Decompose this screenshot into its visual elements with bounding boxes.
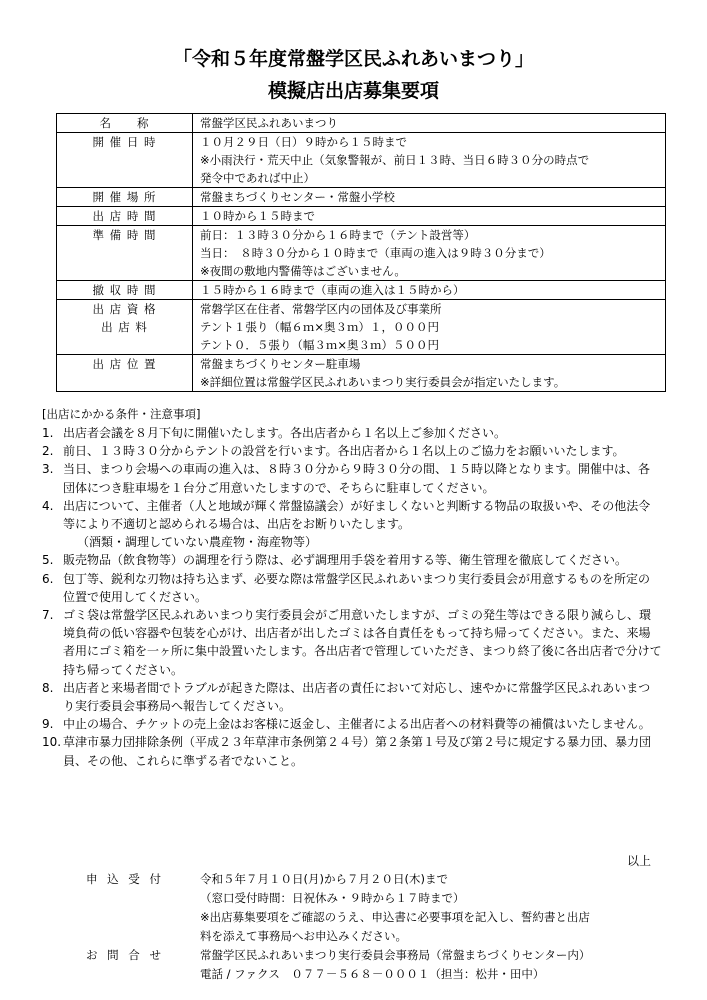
condition-number: 6. <box>42 571 54 586</box>
info-label <box>57 300 193 355</box>
info-value <box>193 133 666 188</box>
closing-mark: 以上 <box>626 854 651 868</box>
info-row <box>57 133 666 188</box>
footer-line: 電話 / ファクス ０７７－５６８－０００１（担当：松井・田中） <box>200 967 545 981</box>
footer-line: 料を添えて事務局へお申込みください。 <box>200 929 407 943</box>
condition-text: ゴミ袋は常盤学区民ふれあいまつり実行委員会がご用意いたしますが、ゴミの発生等はできる限り減らし、環境負荷の低い容器や包装を心がけ、出店者が出したゴミは各自責任をもって持ち帰ってください。また、来場者用にゴミ箱を一ヶ所に集中設置いたします。各出店者で管理していただき、まつり終了後に各出店者で分けて持ち帰ってください。 <box>63 608 662 677</box>
info-row <box>57 355 666 392</box>
info-value <box>193 300 666 355</box>
info-value-line: 前日：１３時３０分から１６時まで（テント設営等） <box>200 228 476 242</box>
info-label <box>57 226 193 281</box>
info-row <box>57 226 666 281</box>
footer-value <box>200 946 676 984</box>
condition-text: 出店について、主催者（人と地域が輝く常盤協議会）が好ましくないと判断する物品の取扱いや、その他法令等により不適切と認められる場合は、出店をお断りいたします。 <box>63 498 651 532</box>
conditions-heading: [出店にかかる条件・注意事項] <box>42 407 201 421</box>
footer-label: 申 込 受 付 <box>86 872 164 886</box>
info-row <box>57 114 666 133</box>
condition-number: 9. <box>42 717 54 732</box>
condition-item <box>42 497 662 552</box>
info-label-text: 出 店 位 置 <box>92 357 157 371</box>
condition-number: 2. <box>42 444 54 459</box>
info-value-line: テント０．５張り（幅３ｍ×奥３ｍ）５００円 <box>200 338 440 352</box>
condition-number: 3. <box>42 462 54 477</box>
condition-number: 7. <box>42 608 54 623</box>
condition-item <box>42 570 662 606</box>
info-value-line: 発令中であれば中止） <box>200 171 315 185</box>
condition-number: 10. <box>42 735 62 750</box>
info-value-line: ※小雨決行・荒天中止（気象警報が、前日１３時、当日６時３０分の時点で <box>200 153 590 167</box>
application-footer <box>86 870 676 984</box>
info-value-line: 常盤学区民ふれあいまつり <box>200 116 338 130</box>
footer-line: （窓口受付時間：日祝休み・９時から１７時まで） <box>200 891 465 905</box>
info-row <box>57 281 666 300</box>
condition-text: 草津市暴力団排除条例（平成２３年草津市条例第２４号）第２条第１号及び第２号に規定する暴力団、暴力団員、その他、これらに準ずる者でないこと。 <box>63 735 652 768</box>
footer-row <box>86 870 676 946</box>
footer-line: ※出店募集要項をご確認のうえ、申込書に必要事項を記入し、誓約書と出店 <box>200 910 590 924</box>
info-value-line: テント１張り（幅６ｍ×奥３ｍ）１，０００円 <box>200 320 440 334</box>
condition-number: 4. <box>42 498 54 513</box>
condition-item <box>42 679 662 715</box>
info-label-text: 準 備 時 間 <box>92 228 157 242</box>
condition-number: 5. <box>42 553 54 568</box>
info-value-line: １５時から１６時まで（車両の進入は１５時から） <box>200 283 465 297</box>
info-label-text: 撤 収 時 間 <box>92 283 157 297</box>
condition-text: 前日、１３時３０分からテントの設営を行います。各出店者から１名以上のご協力をお願いいたします。 <box>63 444 625 459</box>
info-value-line: ※詳細位置は常盤学区民ふれあいまつり実行委員会が指定いたします。 <box>200 375 566 389</box>
info-label <box>57 114 193 133</box>
info-value <box>193 114 666 133</box>
info-label <box>57 281 193 300</box>
footer-line: 令和５年７月１０日(月)から７月２０日(木)まで <box>200 872 448 886</box>
condition-item <box>42 551 662 569</box>
info-value <box>193 355 666 392</box>
info-row <box>57 188 666 207</box>
info-label <box>57 355 193 392</box>
info-label-text: 名 称 <box>99 116 150 130</box>
footer-row <box>86 946 676 984</box>
info-value-line: １０時から１５時まで <box>200 209 315 223</box>
info-value <box>193 281 666 300</box>
condition-item <box>42 442 662 460</box>
condition-note: （酒類・調理していない農産物・海産物等） <box>77 535 318 550</box>
info-value-line: 当日： ８時３０分から１０時まで（車両の進入は９時３０分まで） <box>200 246 551 260</box>
event-title: 「令和５年度常盤学区民ふれあいまつり」 <box>172 48 534 70</box>
footer-label: お 問 合 せ <box>86 948 164 962</box>
info-row <box>57 300 666 355</box>
info-value-line: １０月２９日（日）９時から１５時まで <box>200 135 407 149</box>
condition-item <box>42 715 662 733</box>
info-label-text: 出 店 資 格 <box>92 302 157 316</box>
info-value-line: ※夜間の敷地内警備等はございません。 <box>200 264 406 278</box>
condition-item <box>42 733 662 769</box>
condition-number: 8. <box>42 680 54 695</box>
condition-text: 出店者と来場者間でトラブルが起きた際は、出店者の責任において対応し、速やかに常盤学区民ふれあいまつり実行委員会事務局へ報告してください。 <box>63 680 651 714</box>
info-label-text: 出 店 時 間 <box>92 209 157 223</box>
info-value <box>193 188 666 207</box>
info-label <box>57 188 193 207</box>
info-value-line: 常盤まちづくりセンター駐車場 <box>200 357 361 371</box>
condition-text: 販売物品（飲食物等）の調理を行う際は、必ず調理用手袋を着用する等、衛生管理を徹底してください。 <box>63 553 628 568</box>
document-subtitle: 模擬店出店募集要項 <box>267 80 439 102</box>
info-row <box>57 207 666 226</box>
condition-text: 中止の場合、チケットの売上金はお客様に返金し、主催者による出店者への材料費等の補償はいたしません。 <box>63 717 651 732</box>
footer-value <box>200 870 676 946</box>
condition-number: 1. <box>42 426 54 440</box>
condition-item <box>42 460 662 496</box>
info-label <box>57 133 193 188</box>
info-label <box>57 207 193 226</box>
condition-text: 包丁等、鋭利な刃物は持ち込まず、必要な際は常盤学区民ふれあいまつり実行委員会が用意するものを所定の位置で使用してください。 <box>63 571 651 604</box>
info-label-text: 出 店 料 <box>101 320 148 334</box>
info-label-text: 開 催 場 所 <box>92 190 157 204</box>
info-value <box>193 207 666 226</box>
info-value <box>193 226 666 281</box>
footer-line: 常盤学区民ふれあいまつり実行委員会事務局（常盤まちづくりセンター内） <box>200 948 591 962</box>
conditions-list <box>42 424 662 770</box>
condition-text: 出店者会議を８月下旬に開催いたします。各出店者から１名以上ご参加ください。 <box>63 426 507 440</box>
condition-item <box>42 606 662 679</box>
event-info-table <box>56 113 666 392</box>
info-value-line: 常盤まちづくりセンター・常盤小学校 <box>200 190 395 204</box>
info-value-line: 常磐学区在住者、常磐学区内の団体及び事業所 <box>200 302 442 316</box>
info-label-text: 開 催 日 時 <box>92 135 157 149</box>
condition-text: 当日、まつり会場への車両の進入は、８時３０分から９時３０分の間、１５時以降となります。開催中は、各団体につき駐車場を１台分ご用意いたしますので、そちらに駐車してください。 <box>63 462 651 495</box>
condition-item <box>42 424 662 442</box>
